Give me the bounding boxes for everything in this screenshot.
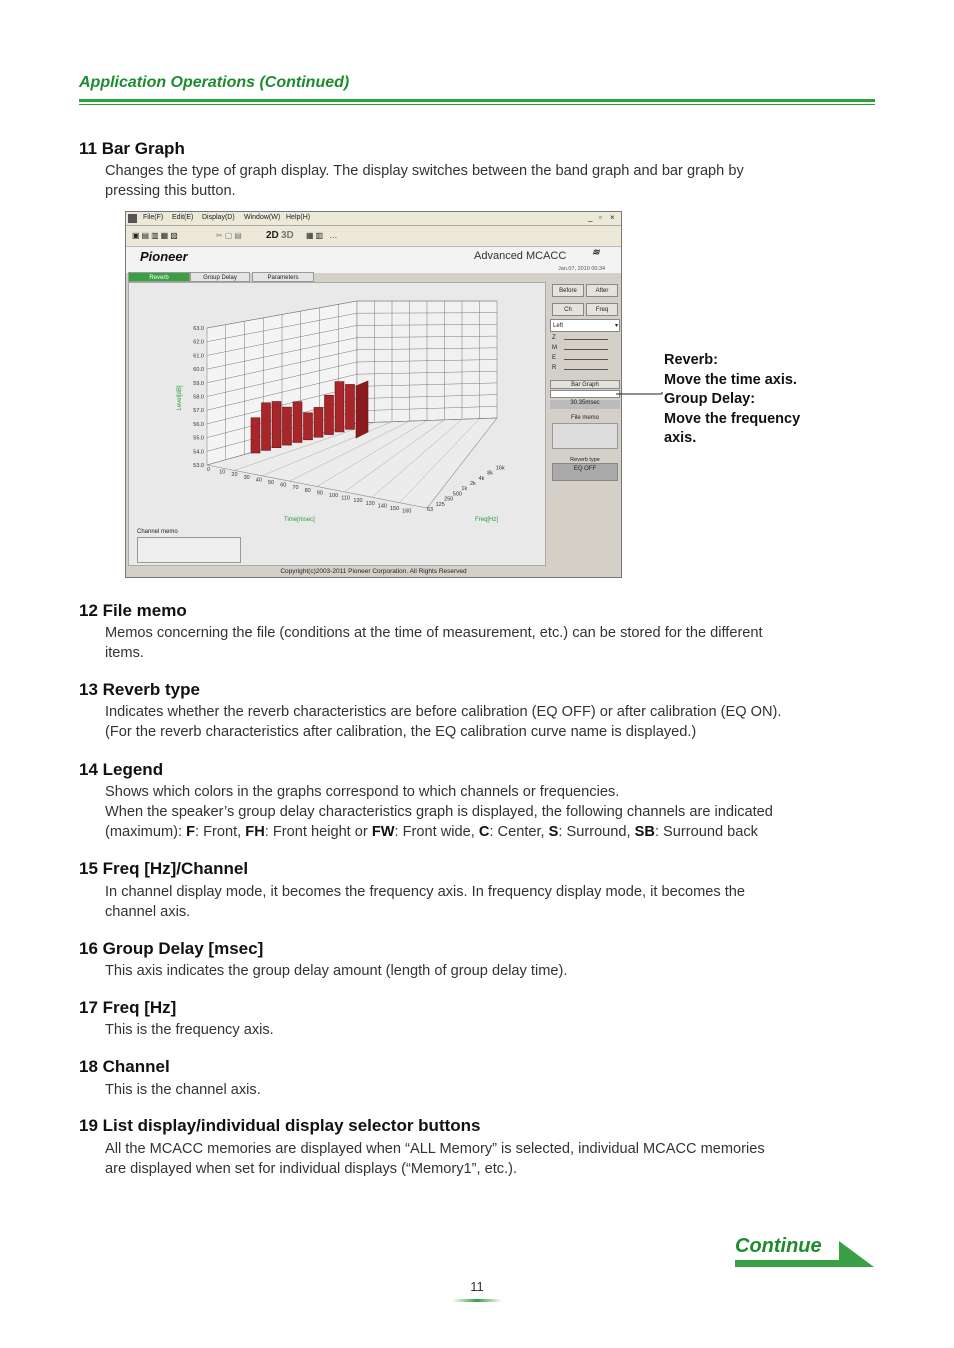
z-tick-label: 4k [478,475,485,482]
x-tick-label: 0 [207,467,211,473]
legend-text: : Front wide, [394,824,479,840]
toolbar-window-icons[interactable]: ▦▥ … [306,231,340,240]
x-tick-label: 120 [353,498,363,505]
reverb-type-label: Reverb type [570,457,600,463]
page-number-underline [452,1298,502,1304]
menu-help[interactable]: Help(H) [286,214,311,221]
y-tick-label: 54.0 [193,449,204,456]
heading-file-memo: 12 File memo [79,601,187,620]
heading-reverb-type: 13 Reverb type [79,680,200,699]
text-reverb-type [105,702,875,742]
legend-text: : Surround back [654,824,758,840]
line: pressing this button. [105,183,236,199]
callout-line: Move the time axis. [664,371,797,388]
y-tick-label: 63.0 [193,326,204,332]
y-axis-label: Level[dB] [177,385,183,411]
header-rule-thin [79,104,875,105]
minimize-icon[interactable]: _ [588,213,593,222]
slider-label: M [552,345,557,351]
line: This is the frequency axis. [105,1022,274,1038]
channel-select-value: Left [553,323,564,329]
bar [272,402,281,448]
header-rule [79,99,875,102]
line: items. [105,645,144,661]
graph-area [128,282,546,566]
y-tick-label: 56.0 [193,421,204,428]
slider-row[interactable] [552,335,618,345]
slider-row[interactable] [552,355,618,365]
menu-edit[interactable]: Edit(E) [172,214,194,221]
time-slider[interactable] [550,390,620,398]
menu-bar [126,212,621,226]
line: When the speaker’s group delay characteristics graph is displayed, the following channels are indicated [105,804,773,820]
text-list-display [105,1139,875,1179]
heading-bar-graph: 11 Bar Graph [79,139,185,158]
line: All the MCACC memories are displayed when “ALL Memory” is selected, individual MCACC memories [105,1141,765,1157]
legend-text: : Center, [489,824,549,840]
channel-abbrev: F [186,824,195,840]
x-tick-label: 80 [304,487,311,494]
slider-label: E [552,355,557,361]
text-file-memo [105,623,875,663]
ch-button[interactable]: Ch [552,303,584,316]
legend-text: : Surround, [558,824,635,840]
x-tick-label: 110 [341,495,350,502]
tab-group-delay[interactable]: Group Delay [190,272,250,282]
channel-abbrev: FW [371,824,395,840]
bar [293,402,302,443]
line: channel axis. [105,904,191,920]
x-tick-label: 100 [329,493,339,499]
text-bar-graph [105,161,875,201]
heading-legend: 14 Legend [79,760,164,779]
line: Shows which colors in the graphs correspond to which channels or frequencies. [105,784,620,800]
freq-button[interactable]: Freq [586,303,618,316]
callout-line: Group Delay: [664,391,756,407]
x-tick-label: 30 [243,474,250,481]
after-button[interactable]: After [586,284,618,297]
copyright-bar: Copyright(c)2003-2011 Pioneer Corporation. All Rights Reserved [126,567,621,577]
z-tick-label: 2k [470,481,476,487]
reverb-type-value: EQ OFF [552,463,618,481]
text-group-delay [105,961,875,981]
callout-line: Move the frequency [664,410,801,427]
menu-window[interactable]: Window(W) [244,214,281,221]
toolbar-file-icons[interactable]: ▣▤▥▦▧ [132,231,180,240]
bar [283,407,292,445]
toolbar-edit-icons[interactable]: ✂▢▤ [216,231,244,240]
toolbar-2d-button[interactable]: 2D [266,230,279,241]
channel-abbrev: FH [245,824,265,840]
mcacc-logo-icon: ≋ [592,247,600,257]
heading-freq-channel: 15 Freq [Hz]/Channel [79,859,249,878]
legend-channel-list [105,822,875,842]
y-tick-label: 57.0 [193,408,204,415]
heading-list-display: 19 List display/individual display selector buttons [79,1116,481,1135]
close-icon[interactable]: × [610,213,615,222]
line: Changes the type of graph display. The display switches between the band graph and bar graph by [105,163,744,179]
x-tick-label: 40 [255,477,262,484]
slider-label: R [552,365,557,371]
line: are displayed when set for individual displays (“Memory1”, etc.). [105,1161,518,1177]
legend-text: : Front height or [264,824,372,840]
text-legend [105,782,875,842]
app-banner [126,247,621,273]
x-tick-label: 10 [219,469,226,476]
x-tick-label: 150 [390,506,400,512]
z-tick-label: 500 [452,491,462,498]
bar [325,395,334,434]
app-screenshot [125,211,622,578]
bar [251,418,260,453]
bar [304,413,313,440]
z-tick-label: 63 [427,507,434,513]
x-tick-label: 140 [377,503,387,510]
zoom-sliders [552,335,618,375]
date-readout: Jan.07, 2010 00:34 [558,266,606,272]
y-tick-label: 59.0 [193,380,204,387]
text-freq [105,1020,875,1040]
z-tick-label: 250 [444,496,454,503]
y-tick-label: 53.0 [193,463,204,469]
menu-file[interactable]: File(F) [143,214,164,221]
line: Indicates whether the reverb characteristics are before calibration (EQ OFF) or after calibration (EQ ON). [105,704,782,720]
legend-text: : Front, [195,824,246,840]
legend-text: (maximum): [105,824,187,840]
x-tick-label: 160 [402,508,412,515]
bar [262,403,271,451]
channel-memo-label: Channel memo [137,529,178,535]
toolbar [126,226,621,247]
callout-text [664,351,800,449]
x-tick-label: 50 [268,480,275,486]
callout-line: axis. [664,430,697,446]
callout-line: Reverb: [664,352,718,368]
slider-row[interactable] [552,365,618,375]
x-tick-label: 130 [365,500,375,507]
bar-graph-button[interactable]: Bar Graph [550,380,620,389]
line: In channel display mode, it becomes the frequency axis. In frequency display mode, it becomes the [105,884,746,900]
app-icon [128,214,137,223]
y-tick-label: 62.0 [193,339,204,346]
channel-abbrev: SB [634,824,655,840]
x-tick-label: 90 [316,490,323,497]
line: This axis indicates the group delay amount (length of group delay time). [105,963,568,979]
restore-icon[interactable]: ▫ [599,213,602,222]
x-tick-label: 60 [280,482,287,489]
y-tick-label: 55.0 [193,435,204,442]
x-tick-label: 70 [292,485,299,492]
x-tick-label: 20 [231,472,238,479]
channel-memo-box[interactable] [137,537,241,563]
bar-side [356,381,368,438]
channel-abbrev: S [548,824,559,840]
line: Memos concerning the file (conditions at the time of measurement, etc.) can be stored for the different [105,625,763,641]
continue-label: Continue [735,1235,822,1257]
control-panel [548,282,621,566]
bar [335,382,344,432]
slider-row[interactable] [552,345,618,355]
y-tick-label: 58.0 [193,394,204,401]
bar-graph-3d [129,283,545,565]
menu-display[interactable]: Display(D) [202,214,235,221]
z-tick-label: 8k [487,470,494,477]
text-freq-channel [105,882,875,922]
page-number: 11 [470,1279,484,1294]
toolbar-3d-button[interactable]: 3D [281,230,294,241]
heading-freq: 17 Freq [Hz] [79,998,177,1017]
y-tick-label: 61.0 [193,353,204,360]
time-value: 30.35msec [550,400,620,409]
z-tick-label: 16k [495,465,505,472]
callout-leader [616,380,666,410]
x-axis-label: Time[msec] [284,517,315,523]
channel-select[interactable] [550,319,620,332]
z-tick-label: 1k [461,486,468,493]
slider-label: Z [552,335,556,341]
channel-abbrev: C [478,824,490,840]
continue-arrow-icon [735,1238,875,1268]
file-memo-box[interactable] [552,423,618,449]
chevron-down-icon: ▾ [614,323,618,329]
bar [346,384,355,429]
pioneer-logo: Pioneer [140,249,188,264]
heading-group-delay: 16 Group Delay [msec] [79,939,264,958]
tab-parameters[interactable]: Parameters [252,272,314,282]
bar [314,407,323,437]
text-channel [105,1080,875,1100]
line: This is the channel axis. [105,1082,261,1098]
before-button[interactable]: Before [552,284,584,297]
line: (For the reverb characteristics after calibration, the EQ calibration curve name is displayed.) [105,724,697,740]
app-title: Advanced MCACC [474,250,567,262]
tab-reverb[interactable]: Reverb [128,272,190,282]
z-axis-label: Freq[Hz] [475,517,499,523]
running-header: Application Operations (Continued) [79,74,350,91]
file-memo-label: File memo [570,415,599,421]
heading-channel: 18 Channel [79,1057,170,1076]
y-tick-label: 60.0 [193,367,204,374]
z-tick-label: 125 [435,501,445,508]
